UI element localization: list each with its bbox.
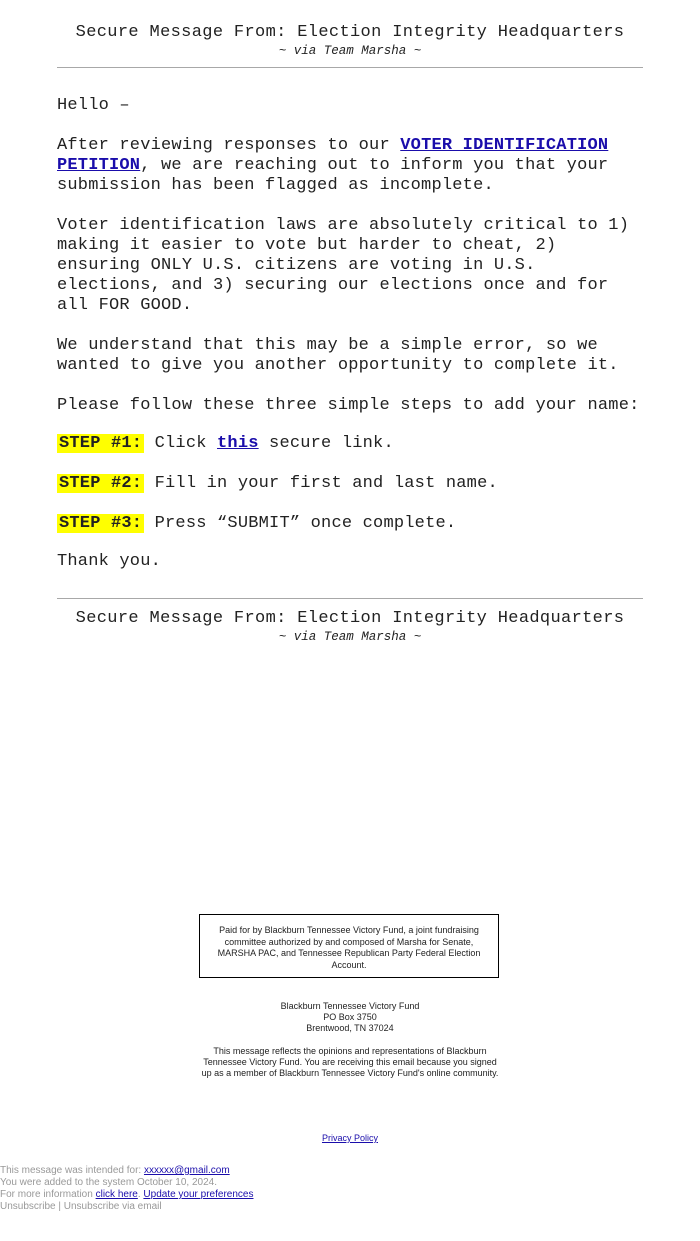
closing: Thank you. bbox=[57, 552, 162, 571]
more-info-separator: . bbox=[137, 1189, 144, 1200]
step-1 bbox=[57, 434, 643, 454]
greeting: Hello – bbox=[57, 96, 130, 115]
more-info-line bbox=[0, 1189, 253, 1201]
footer-banner-subtitle: ~ via Team Marsha ~ bbox=[278, 630, 422, 644]
footer-banner-title: Secure Message From: Election Integrity Headquarters bbox=[75, 609, 625, 628]
update-preferences-link[interactable]: Update your preferences bbox=[143, 1189, 254, 1200]
step-2-label: STEP #2: bbox=[59, 474, 143, 493]
address-line-3: Brentwood, TN 37024 bbox=[306, 1023, 394, 1033]
header-subtitle: ~ via Team Marsha ~ bbox=[278, 44, 422, 58]
step-3-text: Press “SUBMIT” once complete. bbox=[144, 514, 457, 533]
step-2 bbox=[57, 474, 643, 494]
unsubscribe-line bbox=[0, 1201, 253, 1213]
step-1-text-end: secure link. bbox=[258, 434, 394, 453]
step-1-label: STEP #1: bbox=[59, 434, 143, 453]
privacy-section bbox=[200, 1133, 500, 1144]
step-1-text: Click bbox=[144, 434, 218, 453]
step-3 bbox=[57, 514, 643, 534]
email-content bbox=[57, 0, 643, 645]
paragraph-steps-intro: Please follow these three simple steps to add your name: bbox=[57, 396, 640, 415]
added-to-system-line: You were added to the system October 10, 2024. bbox=[0, 1177, 217, 1188]
reflection-notice: This message reflects the opinions and representations of Blackburn Tennessee Victory Fund. You are receiving this email because you signed up as a member of Blackburn Tennessee Victory Fund's online community. bbox=[201, 1046, 499, 1078]
message-body bbox=[57, 96, 643, 572]
paragraph-petition-text-end: , we are reaching out to inform you that your submission has been flagged as incomplete. bbox=[57, 156, 609, 195]
secure-link[interactable]: this bbox=[217, 434, 259, 453]
recipient-email-link[interactable]: xxxxxx@gmail.com bbox=[143, 1165, 230, 1176]
unsubscribe-separator: | bbox=[55, 1201, 64, 1212]
header-title: Secure Message From: Election Integrity Headquarters bbox=[75, 23, 625, 42]
mailing-address bbox=[200, 1001, 500, 1034]
header-banner bbox=[57, 0, 643, 59]
system-footer bbox=[0, 1165, 253, 1213]
step-3-label: STEP #3: bbox=[59, 514, 143, 533]
header-divider bbox=[57, 67, 643, 68]
more-info-label: For more information bbox=[0, 1189, 96, 1200]
paragraph-error: We understand that this may be a simple error, so we wanted to give you another opportunity to complete it. bbox=[57, 336, 619, 375]
privacy-policy-link[interactable]: Privacy Policy bbox=[321, 1133, 378, 1143]
intended-for-label: This message was intended for: bbox=[0, 1165, 144, 1176]
petition-link[interactable]: VOTER IDENTIFICATION PETITION bbox=[57, 136, 609, 175]
address-line-2: PO Box 3750 bbox=[323, 1012, 377, 1022]
step-2-text: Fill in your first and last name. bbox=[144, 474, 498, 493]
paragraph-petition bbox=[57, 136, 643, 196]
paragraph-petition-text: After reviewing responses to our bbox=[57, 136, 401, 155]
unsubscribe-link[interactable]: Unsubscribe bbox=[0, 1201, 56, 1212]
footer-banner bbox=[57, 599, 643, 645]
unsubscribe-via-email-link[interactable]: Unsubscribe via email bbox=[63, 1201, 162, 1212]
paid-for-disclaimer: Paid for by Blackburn Tennessee Victory Fund, a joint fundraising committee authorized by and composed of Marsha for Senate, MARSHA PAC, and Tennessee Republican Party Federal Election Account. bbox=[199, 914, 499, 978]
click-here-link[interactable]: click here bbox=[95, 1189, 138, 1200]
address-line-1: Blackburn Tennessee Victory Fund bbox=[280, 1001, 420, 1011]
paragraph-voter-id: Voter identification laws are absolutely critical to 1) making it easier to vote but harder to cheat, 2) ensuring ONLY U.S. citizens are voting in U.S. elections, and 3) securing our elections once and for all FOR GOOD. bbox=[57, 216, 630, 315]
intended-for-line bbox=[0, 1165, 253, 1177]
